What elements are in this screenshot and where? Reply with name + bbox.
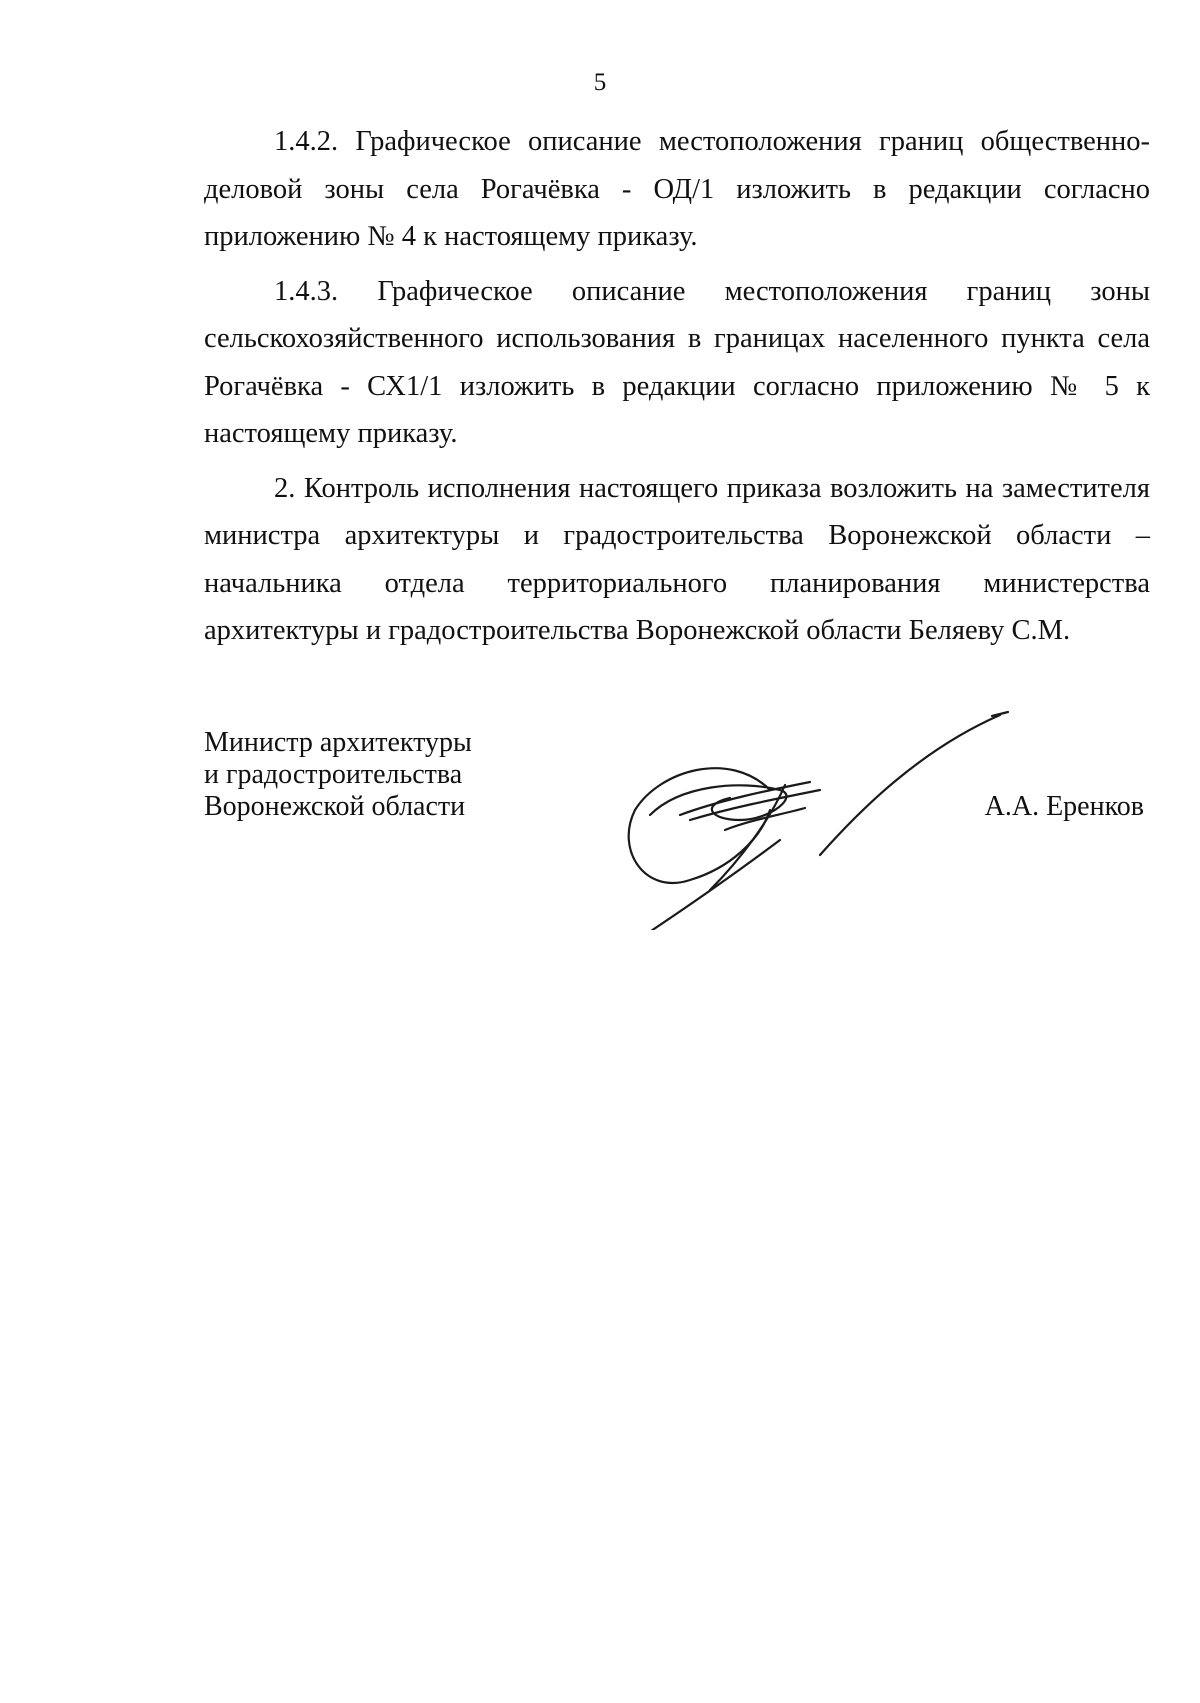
paragraph-2: 2. Контроль исполнения настоящего приказа возложить на заместителя министра архитектуры и градостроительства Воронежской области – начальника отдела территориального планирования министерства архитектуры и градостроительства Воронежской области Беляеву С.М. xyxy=(204,472,1150,646)
signer-position-line: и градостроительства xyxy=(204,759,463,790)
handwritten-signature xyxy=(620,690,1010,930)
page-number: 5 xyxy=(593,69,607,96)
signer-name: А.А. Еренков xyxy=(984,791,1144,822)
paragraph-1-4-3: 1.4.3. Графическое описание местоположения границ зоны сельскохозяйственного использования в границах населенного пункта села Рогачёвка - СХ1/1 изложить в редакции согласно приложению № 5 к настоящему приказу. xyxy=(204,275,1150,449)
signer-position-line: Воронежской области xyxy=(204,791,466,822)
signer-position-line: Министр архитектуры xyxy=(204,727,472,758)
signer-position xyxy=(204,727,472,823)
document-body xyxy=(204,118,1150,662)
paragraph-1-4-2: 1.4.2. Графическое описание местоположения границ общественно-деловой зоны села Рогачёвка - ОД/1 изложить в редакции согласно приложению № 4 к настоящему приказу. xyxy=(204,126,1150,252)
